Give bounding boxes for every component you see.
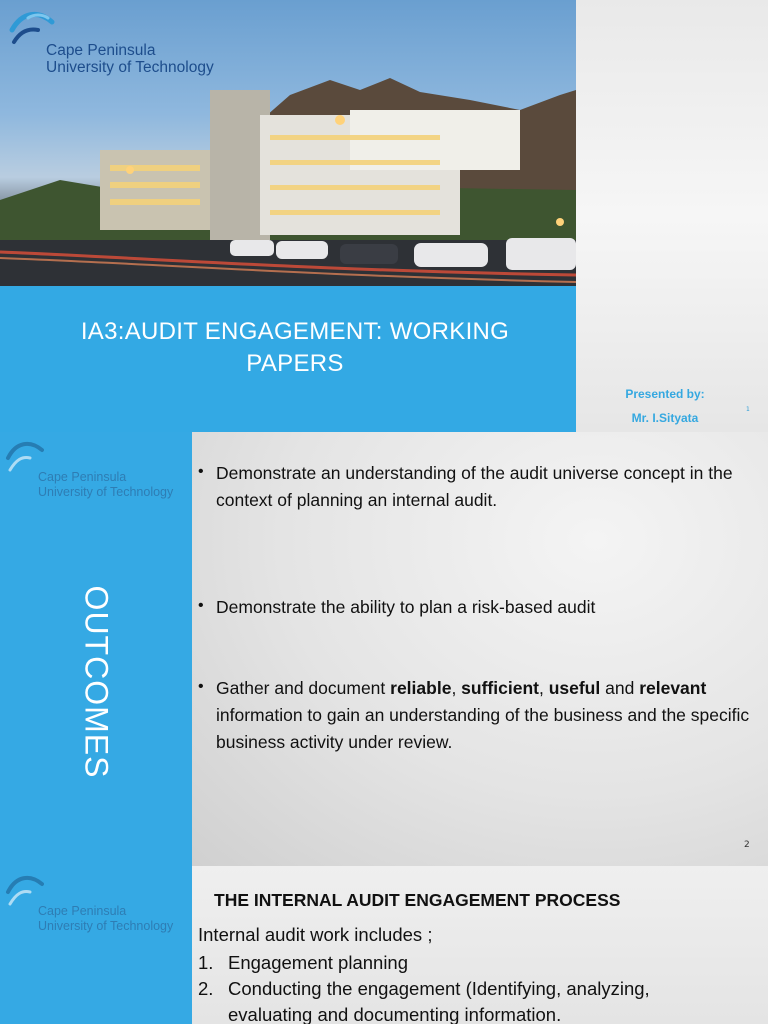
slide-outcomes [0, 432, 768, 866]
slide-heading: THE INTERNAL AUDIT ENGAGEMENT PROCESS [214, 890, 621, 910]
item-text: Conducting the engagement (Identifying, analyzing, [228, 978, 650, 999]
item-text: Engagement planning [228, 952, 409, 973]
item-number: 2. [198, 978, 214, 999]
item-text: evaluating and documenting information. [228, 1004, 562, 1024]
cput-logo [8, 8, 238, 84]
slide-title [0, 0, 768, 432]
process-list [198, 950, 650, 1024]
presenter-name: Mr. I.Sityata [631, 411, 699, 425]
bold-sufficient: sufficient [461, 678, 539, 698]
list-item [198, 1002, 650, 1024]
logo-text-line2: University of Technology [46, 59, 214, 76]
intro-text: Internal audit work includes ; [198, 924, 433, 945]
slide-engagement-process [0, 866, 768, 1024]
outcomes-list [196, 460, 756, 752]
list-item: • Demonstrate an understanding of the audit universe concept in the context of planning an internal audit. [196, 460, 756, 514]
bullet-text: , [451, 678, 462, 698]
list-item [198, 976, 650, 1002]
bold-relevant: relevant [639, 678, 707, 698]
list-item: • Demonstrate the ability to plan a risk-based audit [196, 594, 756, 621]
process-sidebar [0, 866, 192, 1024]
logo-text-line1: Cape Peninsula [38, 904, 127, 918]
slide-title-text: IA3:AUDIT ENGAGEMENT: WORKING PAPERS [80, 318, 510, 377]
bullet-text: Gather and document [216, 678, 391, 698]
cput-logo-faint [4, 872, 190, 942]
logo-text-line2: University of Technology [38, 485, 174, 499]
outcomes-label: OUTCOMES [78, 585, 115, 779]
logo-text-line1: Cape Peninsula [38, 470, 127, 484]
outcomes-content [192, 432, 768, 866]
bullet-text: and [600, 678, 640, 698]
bullet-text: information to gain an understanding of the business and the specific business activity under review. [216, 705, 750, 752]
list-item [196, 675, 756, 756]
bold-reliable: reliable [390, 678, 452, 698]
bold-useful: useful [548, 678, 601, 698]
cput-logo-faint [4, 438, 190, 508]
page-number: 2 [744, 840, 750, 850]
cput-wave-icon [4, 438, 44, 474]
logo-text-line1: Cape Peninsula [46, 42, 156, 59]
logo-text-line2: University of Technology [38, 919, 174, 933]
list-item [198, 950, 650, 976]
right-panel [576, 0, 768, 432]
cput-wave-icon [4, 872, 44, 908]
item-number: 1. [198, 952, 214, 973]
presented-by-label: Presented by: [625, 387, 705, 401]
presenter-block [600, 382, 730, 430]
page-number: 1 [746, 406, 750, 413]
outcomes-sidebar [0, 432, 192, 866]
bullet-text: , [538, 678, 549, 698]
